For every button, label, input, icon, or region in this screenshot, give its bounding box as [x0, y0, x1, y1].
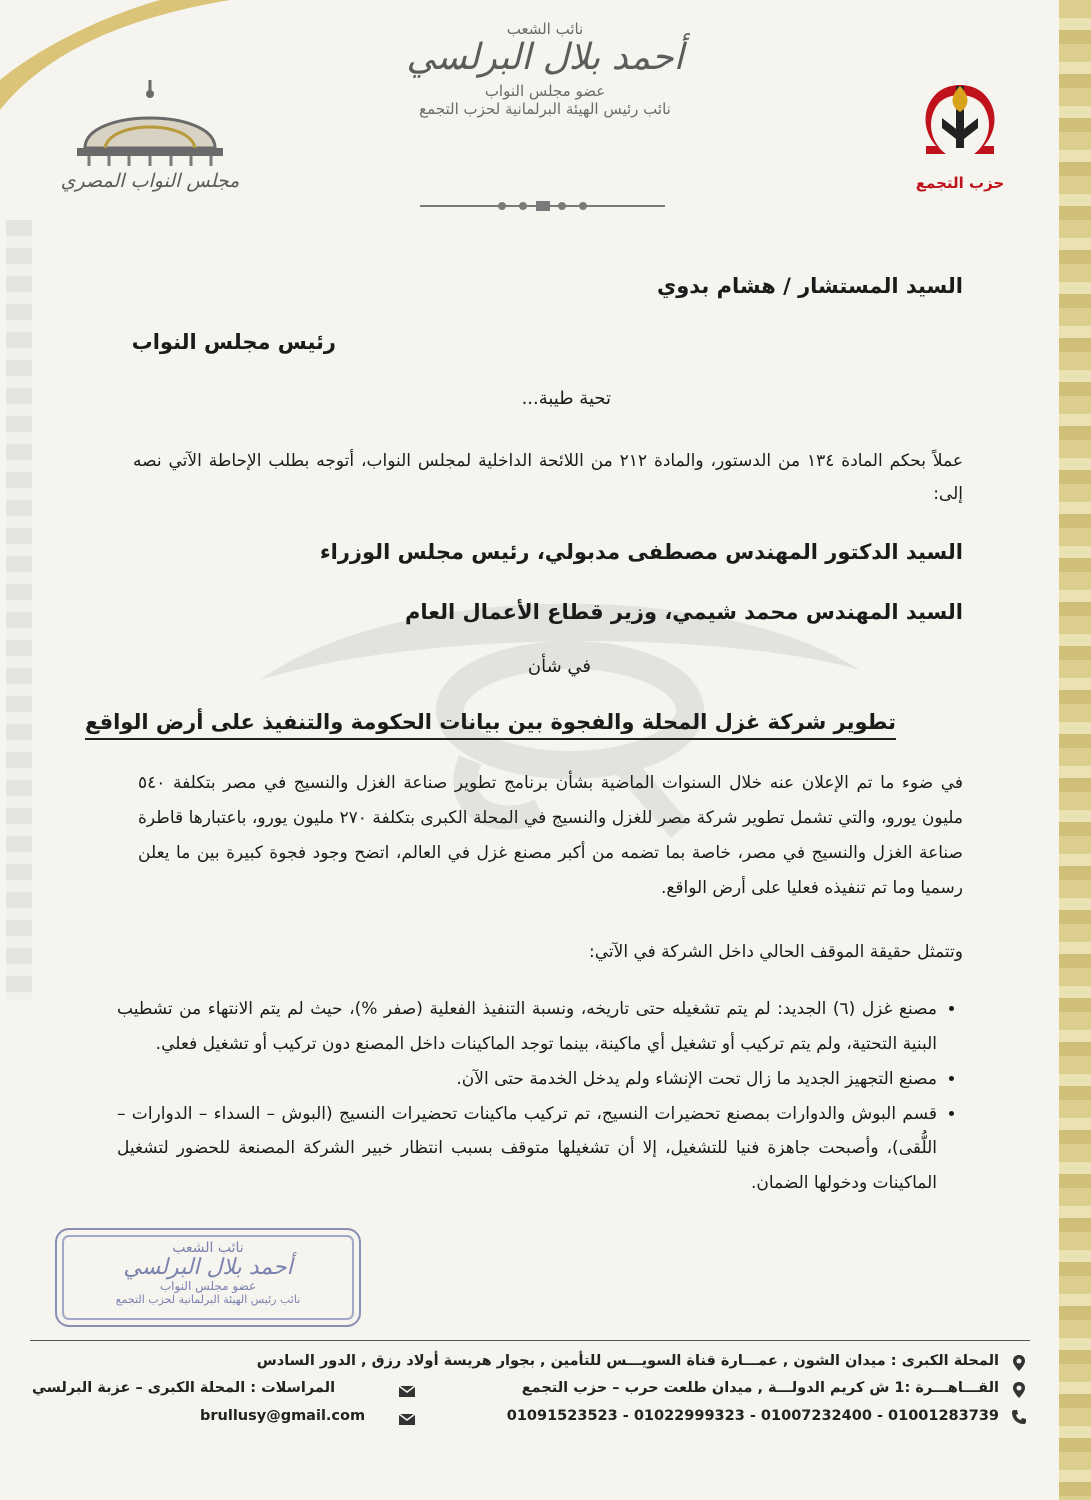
phone-icon — [1010, 1408, 1028, 1426]
gold-border-strip — [1059, 0, 1091, 1500]
subject-heading: تطوير شركة غزل المحلة والفجوة بين بيانات الحكومة والتنفيذ على أرض الواقع — [85, 710, 896, 740]
ornament-divider — [420, 196, 665, 216]
regarding-label: في شأن — [527, 656, 591, 677]
letterhead-center — [400, 20, 690, 118]
location-pin-icon — [1010, 1381, 1028, 1399]
letterhead-line2: عضو مجلس النواب — [484, 81, 606, 100]
status-list — [117, 992, 963, 1201]
intro-paragraph: عملاً بحكم المادة ١٣٤ من الدستور، والمادة ٢١٢ من اللائحة الداخلية لمجلس النواب، أتوجه بطلب الإحاطة الآتي نصه إلى: — [133, 451, 963, 505]
addressee-title: رئيس مجلس النواب — [131, 330, 336, 354]
list-item: • مصنع التجهيز الجديد ما زال تحت الإنشاء ولم يدخل الخدمة حتى الآن. — [117, 1062, 937, 1097]
recipient-2: السيد المهندس محمد شيمي، وزير قطاع الأعمال العام — [404, 600, 963, 624]
letterhead-line1: نائب الشعب — [506, 20, 584, 38]
status-intro: وتتمثل حقيقة الموقف الحالي داخل الشركة في الآتي: — [589, 942, 963, 962]
list-item: • قسم البوش والدوارات بمصنع تحضيرات النسيج، تم تركيب ماكينات تحضيرات النسيج (البوش – السداء – الدوارات – اللُّقى)، وأصبحت جاهزة فنيا للتشغيل، إلا أن تشغيلها متوقف بسبب انتظار خبير الشركة المصنعة للحضور لتشغيل الماكينات ودخولها الضمان. — [117, 1097, 937, 1202]
footer-divider — [30, 1340, 1030, 1341]
parliament-dome-icon — [65, 78, 235, 168]
official-stamp — [55, 1228, 361, 1327]
envelope-icon — [398, 1410, 416, 1428]
footer-address-cairo: القـــاهـــرة :1 ش كريم الدولـــة , ميدان طلعت حرب – حزب التجمع — [521, 1380, 999, 1396]
footer-phones: 01091523523 - 01022999323 - 01007232400 - 01001283739 — [506, 1408, 999, 1424]
greeting: تحية طيبة... — [521, 388, 611, 409]
stamp-name: أحمد بلال البرلسي — [123, 1255, 293, 1280]
location-pin-icon — [1010, 1354, 1028, 1372]
recipient-1: السيد الدكتور المهندس مصطفى مدبولي، رئيس مجلس الوزراء — [319, 540, 963, 564]
envelope-icon — [398, 1382, 416, 1400]
stamp-line2: عضو مجلس النواب — [159, 1279, 257, 1294]
list-item: • مصنع غزل (٦) الجديد: لم يتم تشغيله حتى تاريخه، ونسبة التنفيذ الفعلية (صفر %)، حيث لم يتم الانتهاء من تشطيب البنية التحتية، ولم يتم تركيب أو تشغيل أي ماكينة، بينما توجد الماكينات داخل المصنع دون تركيب أو تشغيل فعلي. — [117, 992, 937, 1062]
left-edge-pattern — [6, 220, 32, 1000]
footer-address-mahalla: المحلة الكبرى : ميدان الشون , عمـــارة قناة السويـــس للتأمين , بجوار هريسة أولاد رزق , الدور السادس — [256, 1353, 999, 1369]
party-emblem-icon — [912, 72, 1008, 168]
letterhead-line3: نائب رئيس الهيئة البرلمانية لحزب التجمع — [419, 99, 671, 118]
parliament-caption: مجلس النواب المصري — [60, 170, 240, 192]
letterhead-name: أحمد بلال البرلسي — [406, 37, 684, 78]
stamp-line1: نائب الشعب — [172, 1240, 244, 1256]
context-paragraph: في ضوء ما تم الإعلان عنه خلال السنوات الماضية بشأن برنامج تطوير صناعة الغزل والنسيج في مصر بتكلفة ٥٤٠ مليون يورو، والتي تشمل تطوير شركة مصر للغزل والنسيج في المحلة الكبرى بتكلفة ٢٧٠ مليون يورو، باعتبارها قاطرة صناعة الغزل والنسيج في مصر، خاصة بما تضمه من أكبر مصنع غزل في العالم، اتضح وجود فجوة كبيرة بين ما يعلن رسميا وما تم تنفيذه فعليا على أرض الواقع. — [138, 773, 963, 898]
addressee: السيد المستشار / هشام بدوي — [656, 274, 963, 298]
footer-email[interactable]: brullusy@gmail.com — [200, 1408, 366, 1424]
party-logo — [905, 72, 1015, 192]
footer-mail-address: المراسلات : المحلة الكبرى – عزبة البرلسي — [32, 1380, 336, 1396]
parliament-logo — [60, 78, 240, 192]
stamp-line3: نائب رئيس الهيئة البرلمانية لحزب التجمع — [115, 1293, 301, 1307]
party-caption: حزب التجمع — [915, 174, 1005, 192]
